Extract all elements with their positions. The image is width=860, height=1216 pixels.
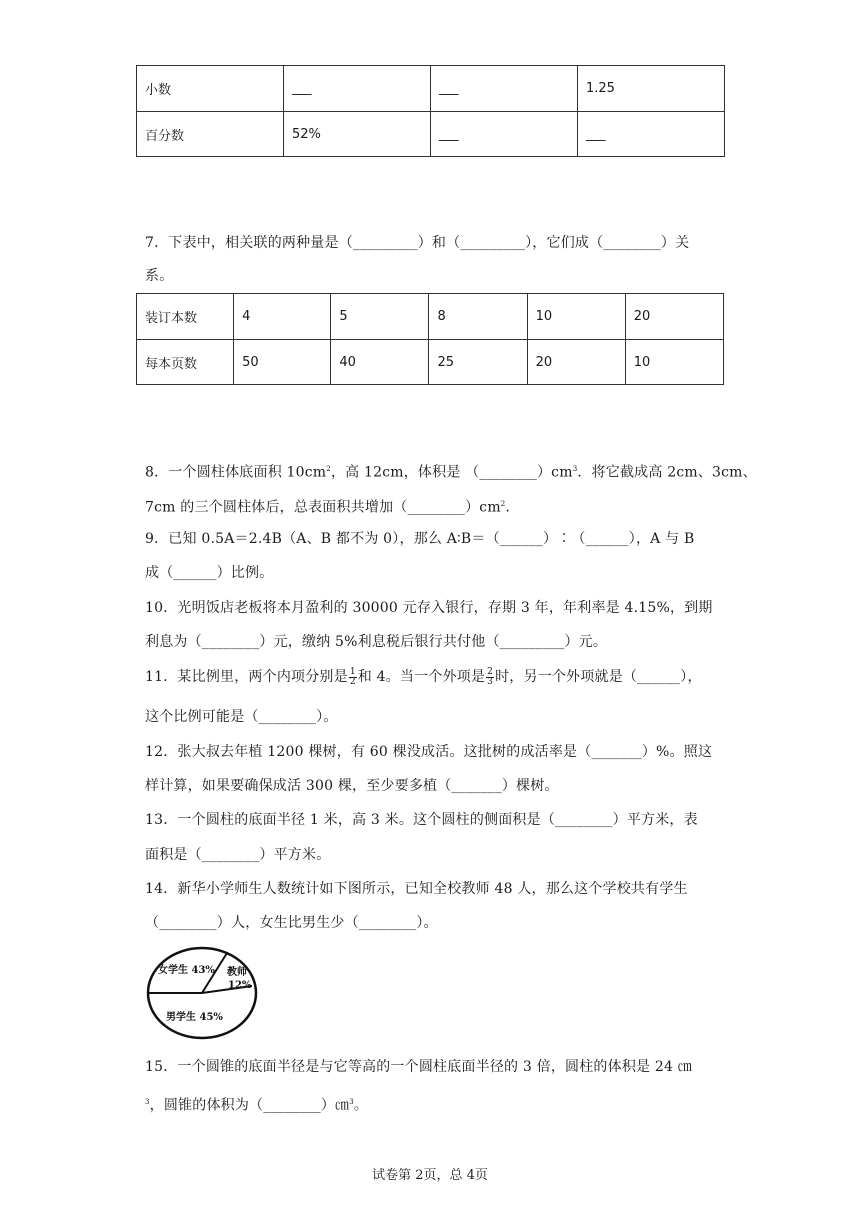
- table-cell: ___: [431, 66, 578, 112]
- row-label: 百分数: [137, 112, 284, 157]
- q13-line2: 面积是（________）平方米。: [145, 847, 331, 863]
- table-cell: 5: [331, 294, 429, 340]
- table-cell: 20: [527, 340, 625, 385]
- row-label: 装订本数: [137, 294, 234, 340]
- table-cell: ___: [578, 112, 725, 157]
- q15-line1: 15．一个圆锥的底面半径是与它等高的一个圆柱底面半径的 3 倍，圆柱的体积是 24 ㎝: [145, 1059, 692, 1075]
- slice-label-teachers-name: 教师: [227, 967, 247, 978]
- fraction-denominator: 2: [349, 676, 356, 687]
- fraction-numerator: 1: [349, 666, 356, 677]
- q8-line1: [145, 459, 757, 483]
- q13-line1: 13．一个圆柱的底面半径 1 米，高 3 米。这个圆柱的侧面积是（________）平方米，表: [145, 812, 698, 828]
- q11-line1: [145, 667, 702, 687]
- table-cell: 1.25: [578, 66, 725, 112]
- row-label: 小数: [137, 66, 284, 112]
- table-cell: 10: [625, 340, 723, 385]
- q7-line1: 7．下表中，相关联的两种量是（_________）和（_________），它们成（________）关: [145, 235, 690, 251]
- q8-text: ．: [505, 499, 520, 516]
- slice-label-teachers-pct: 12%: [228, 980, 252, 991]
- table-cell: 4: [234, 294, 331, 340]
- q15-text: 。: [353, 1097, 369, 1114]
- table-cell: 25: [429, 340, 527, 385]
- q8-text: 7cm 的三个圆柱体后，总表面积共增加（________）cm: [145, 499, 501, 516]
- page-footer: 试卷第 2页，总 4页: [372, 1168, 488, 1183]
- fraction: [349, 668, 357, 687]
- q14-line2: （________）人，女生比男生少（________）。: [145, 915, 438, 931]
- q9-line2: 成（______）比例。: [145, 565, 274, 581]
- superscript: 3: [349, 1098, 354, 1106]
- superscript: 2: [500, 500, 506, 508]
- binding-table: [136, 293, 724, 385]
- q14-line1: 14．新华小学师生人数统计如下图所示，已知全校教师 48 人，那么这个学校共有学生: [145, 881, 688, 897]
- table-cell: 20: [625, 294, 723, 340]
- superscript: 2: [326, 465, 331, 473]
- q10-line2: 利息为（________）元，缴纳 5%利息税后银行共付他（_________）元。: [145, 634, 608, 650]
- fraction-numerator: 2: [487, 666, 494, 677]
- table-cell: 10: [527, 294, 625, 340]
- q12-line1: 12．张大叔去年植 1200 棵树，有 60 棵没成活。这批树的成活率是（_______）%。照这: [145, 744, 713, 760]
- table-row: [137, 340, 724, 385]
- superscript: 3: [572, 465, 578, 473]
- conversion-table: [136, 65, 725, 157]
- q8-line2: [145, 494, 520, 518]
- q11-line2: 这个比例可能是（________）。: [145, 709, 338, 725]
- q8-text: 8．一个圆柱体底面积 10cm: [145, 464, 327, 481]
- q8-text: ，高 12cm，体积是 （________）cm: [330, 464, 573, 481]
- q11-text: 和 4。当一个外项是: [357, 669, 486, 685]
- q15-text: ，圆锥的体积为（________）㎝: [149, 1097, 350, 1114]
- q9-line1: 9．已知 0.5A＝2.4B（A、B 都不为 0），那么 A∶B＝（______）∶（______），A 与 B: [145, 531, 695, 547]
- q11-text: 时，另一个外项就是（______），: [495, 669, 702, 685]
- q15-line2: [145, 1092, 368, 1116]
- fraction: [486, 668, 494, 687]
- q12-line2: 样计算，如果要确保成活 300 棵，至少要多植（_______）棵树。: [145, 778, 559, 794]
- table-row: [137, 294, 724, 340]
- fraction-denominator: 3: [487, 676, 494, 687]
- superscript: 3: [145, 1098, 150, 1106]
- slice-label-female-students: 女学生 43%: [158, 965, 215, 976]
- pie-chart: [144, 944, 260, 1042]
- table-cell: ___: [431, 112, 578, 157]
- q10-line1: 10．光明饭店老板将本月盈利的 30000 元存入银行，存期 3 年，年利率是 4.15%，到期: [145, 600, 713, 616]
- row-label: 每本页数: [137, 340, 234, 385]
- table-cell: 40: [331, 340, 429, 385]
- table-cell: 52%: [284, 112, 431, 157]
- table-row: [137, 112, 725, 157]
- table-cell: ___: [284, 66, 431, 112]
- slice-label-male-students: 男学生 45%: [166, 1012, 223, 1023]
- table-row: [137, 66, 725, 112]
- table-cell: 50: [234, 340, 331, 385]
- q7-line2: 系。: [145, 268, 174, 284]
- q8-text: ．将它截成高 2cm、3cm、: [577, 464, 757, 481]
- q11-text: 11．某比例里，两个内项分别是: [145, 669, 348, 685]
- table-cell: 8: [429, 294, 527, 340]
